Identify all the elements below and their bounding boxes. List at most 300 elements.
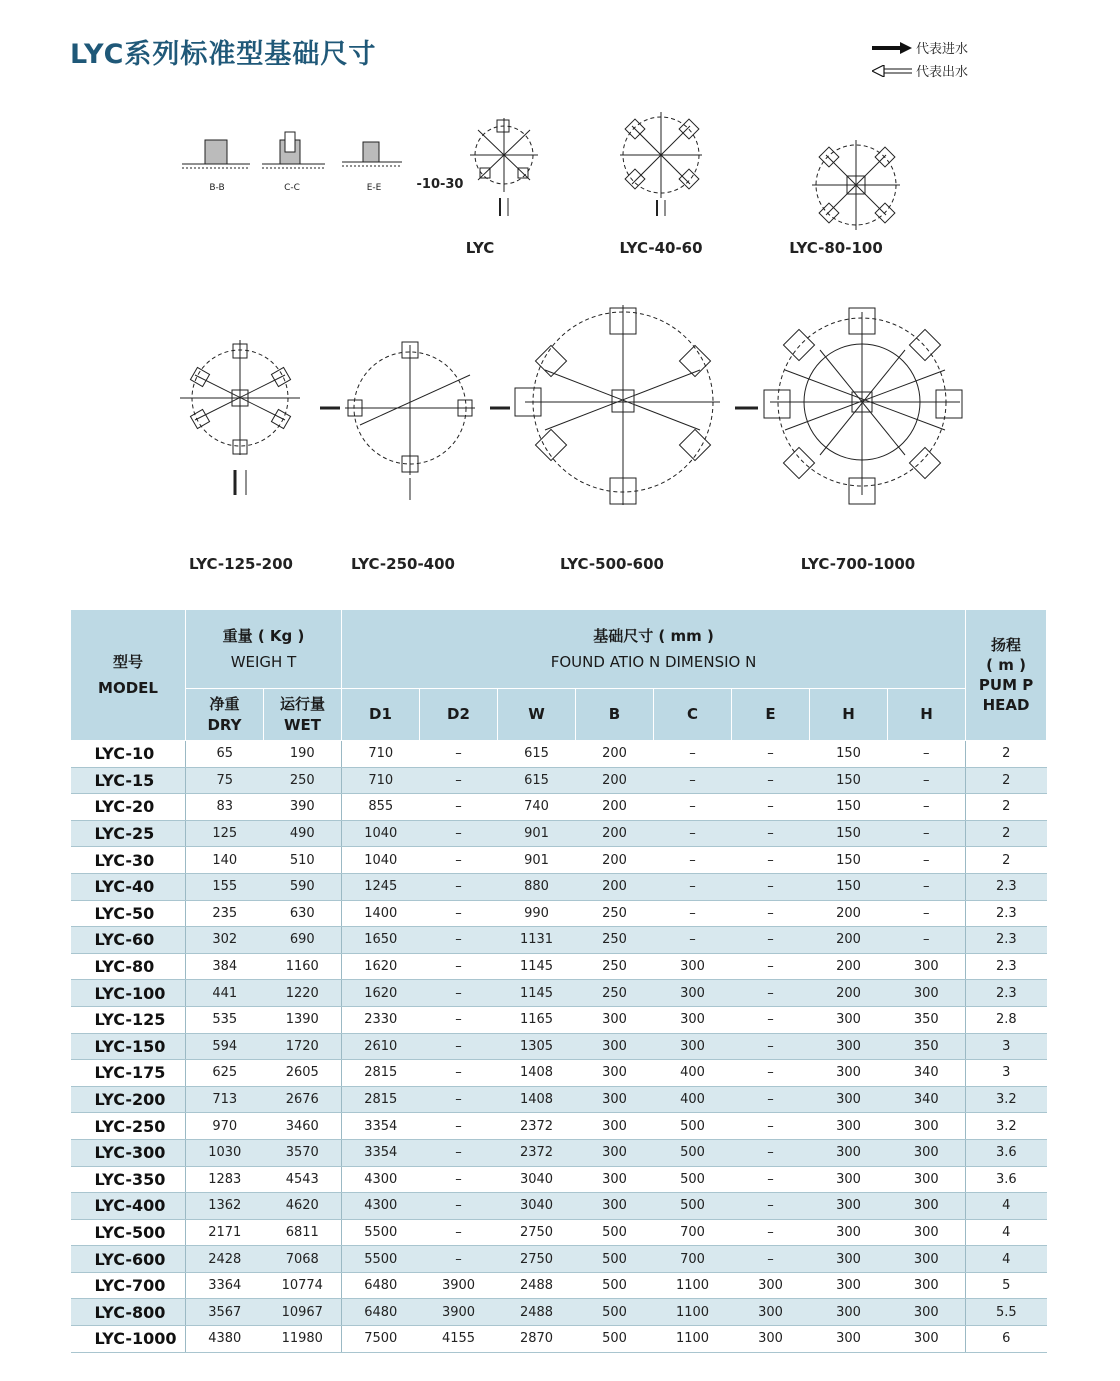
model-cell: LYC-500 [71, 1219, 186, 1246]
table-cell: 2.8 [966, 1006, 1047, 1033]
table-cell: 1100 [654, 1326, 732, 1353]
wet-header: 运行量 WET [264, 689, 342, 741]
table-row [71, 1299, 1047, 1326]
model-cell: LYC-80 [71, 953, 186, 980]
table-cell: 190 [264, 741, 342, 768]
table-cell: 490 [264, 820, 342, 847]
table-cell: 300 [810, 1006, 888, 1033]
table-cell: – [888, 927, 966, 954]
table-cell: – [732, 953, 810, 980]
table-cell: 500 [654, 1166, 732, 1193]
table-cell: 2.3 [966, 900, 1047, 927]
dim-header-h2: H [888, 689, 966, 741]
table-cell: 300 [576, 1166, 654, 1193]
table-cell: 3567 [186, 1299, 264, 1326]
table-cell: 250 [576, 980, 654, 1007]
table-cell: – [420, 794, 498, 821]
table-cell: – [732, 767, 810, 794]
section-bb-drawing [182, 140, 250, 168]
table-cell: – [420, 1006, 498, 1033]
model-cell: LYC-400 [71, 1193, 186, 1220]
lyc-125-200-plan-drawing [180, 340, 300, 495]
model-cell: LYC-175 [71, 1060, 186, 1087]
dim-header-h: H [810, 689, 888, 741]
model-cell: LYC-150 [71, 1033, 186, 1060]
table-cell: 1131 [498, 927, 576, 954]
lyc-plan-drawing [470, 118, 538, 216]
lyc-700-1000-plan-drawing [735, 308, 962, 504]
table-cell: 250 [576, 900, 654, 927]
table-cell: 300 [576, 1086, 654, 1113]
table-cell: 200 [810, 900, 888, 927]
lyc-500-600-label: LYC-500-600 [560, 555, 664, 573]
table-cell: – [654, 900, 732, 927]
table-cell: – [732, 1113, 810, 1140]
table-cell: 1145 [498, 980, 576, 1007]
table-cell: 5500 [342, 1246, 420, 1273]
dimension-table [70, 609, 1046, 1353]
model-cell: LYC-30 [71, 847, 186, 874]
table-cell: – [732, 927, 810, 954]
table-cell: 2 [966, 741, 1047, 768]
table-cell: 300 [810, 1246, 888, 1273]
table-cell: 901 [498, 820, 576, 847]
table-cell: 710 [342, 767, 420, 794]
lyc-500-600-plan-drawing [490, 305, 720, 505]
table-cell: 1390 [264, 1006, 342, 1033]
table-cell: 2610 [342, 1033, 420, 1060]
table-cell: 1408 [498, 1060, 576, 1087]
table-cell: – [888, 873, 966, 900]
table-cell: 140 [186, 847, 264, 874]
table-cell: 150 [810, 847, 888, 874]
lyc-700-1000-label: LYC-700-1000 [800, 555, 916, 573]
table-cell: 1030 [186, 1139, 264, 1166]
foundation-diagrams [0, 0, 1120, 600]
table-cell: 300 [810, 1060, 888, 1087]
table-cell: 2.3 [966, 980, 1047, 1007]
dim-header-e: E [732, 689, 810, 741]
model-cell: LYC-700 [71, 1272, 186, 1299]
table-cell: – [420, 1166, 498, 1193]
table-cell: 500 [576, 1326, 654, 1353]
model-cell: LYC-350 [71, 1166, 186, 1193]
table-cell: 300 [810, 1193, 888, 1220]
dim-header-w: W [498, 689, 576, 741]
table-cell: – [732, 820, 810, 847]
table-cell: 3 [966, 1060, 1047, 1087]
table-cell: 2676 [264, 1086, 342, 1113]
table-cell: 350 [888, 1033, 966, 1060]
table-cell: 1245 [342, 873, 420, 900]
table-cell: 200 [576, 794, 654, 821]
table-cell: 300 [810, 1272, 888, 1299]
legend-outlet-label: 代表出水 [916, 65, 969, 80]
table-cell: 250 [264, 767, 342, 794]
table-row [71, 900, 1047, 927]
table-cell: 590 [264, 873, 342, 900]
model-cell: LYC-125 [71, 1006, 186, 1033]
table-cell: 535 [186, 1006, 264, 1033]
table-cell: 615 [498, 741, 576, 768]
table-cell: 880 [498, 873, 576, 900]
model-cell: LYC-10 [71, 741, 186, 768]
table-cell: 150 [810, 767, 888, 794]
dim-header-c: C [654, 689, 732, 741]
table-cell: – [732, 900, 810, 927]
table-body [71, 741, 1047, 1353]
table-cell: 630 [264, 900, 342, 927]
table-cell: – [420, 1113, 498, 1140]
table-cell: – [888, 847, 966, 874]
table-cell: – [732, 873, 810, 900]
table-cell: 710 [342, 741, 420, 768]
table-cell: 1720 [264, 1033, 342, 1060]
section-cc-drawing [262, 132, 325, 168]
table-cell: 700 [654, 1246, 732, 1273]
table-cell: 300 [654, 1006, 732, 1033]
table-cell: 75 [186, 767, 264, 794]
foundation-header: 基础尺寸 ( mm ) FOUND ATIO N DIMENSIO N [342, 610, 966, 689]
table-cell: 200 [810, 927, 888, 954]
table-cell: – [888, 820, 966, 847]
table-cell: 6811 [264, 1219, 342, 1246]
table-cell: 150 [810, 820, 888, 847]
table-cell: 6 [966, 1326, 1047, 1353]
table-cell: – [654, 847, 732, 874]
table-cell: 400 [654, 1060, 732, 1087]
table-cell: 300 [888, 1193, 966, 1220]
table-cell: – [420, 741, 498, 768]
table-cell: 200 [576, 873, 654, 900]
table-cell: 300 [654, 1033, 732, 1060]
table-cell: – [654, 741, 732, 768]
table-cell: – [888, 741, 966, 768]
table-cell: 150 [810, 794, 888, 821]
table-cell: 500 [654, 1139, 732, 1166]
table-cell: 235 [186, 900, 264, 927]
table-cell: – [888, 900, 966, 927]
model-cell: LYC-300 [71, 1139, 186, 1166]
table-row [71, 1272, 1047, 1299]
table-cell: 2.3 [966, 953, 1047, 980]
table-cell: – [732, 741, 810, 768]
dim-header-d1: D1 [342, 689, 420, 741]
table-cell: – [420, 1219, 498, 1246]
table-cell: – [732, 1033, 810, 1060]
table-cell: 300 [576, 1193, 654, 1220]
model-cell: LYC-25 [71, 820, 186, 847]
table-cell: 1400 [342, 900, 420, 927]
table-cell: 3570 [264, 1139, 342, 1166]
table-cell: 200 [810, 980, 888, 1007]
table-cell: 300 [810, 1326, 888, 1353]
table-cell: 300 [888, 953, 966, 980]
table-cell: – [420, 953, 498, 980]
table-cell: – [420, 1139, 498, 1166]
table-cell: 300 [888, 1113, 966, 1140]
table-cell: 300 [810, 1166, 888, 1193]
table-cell: 3354 [342, 1113, 420, 1140]
table-cell: 4543 [264, 1166, 342, 1193]
table-cell: – [732, 1166, 810, 1193]
diagram-drawings [0, 0, 1120, 600]
table-row [71, 1219, 1047, 1246]
table-cell: 4300 [342, 1193, 420, 1220]
table-cell: 2 [966, 847, 1047, 874]
table-cell: 3.6 [966, 1166, 1047, 1193]
table-cell: 4 [966, 1193, 1047, 1220]
pump-head-header: 扬程 ( m ) PUM P HEAD [966, 610, 1047, 741]
table-cell: 7500 [342, 1326, 420, 1353]
table-cell: 1165 [498, 1006, 576, 1033]
table-cell: 300 [810, 1086, 888, 1113]
table-cell: 3040 [498, 1166, 576, 1193]
table-cell: 4155 [420, 1326, 498, 1353]
table-cell: 300 [810, 1219, 888, 1246]
table-cell: 155 [186, 873, 264, 900]
table-cell: 3460 [264, 1113, 342, 1140]
table-cell: – [654, 927, 732, 954]
table-cell: 2372 [498, 1139, 576, 1166]
table-cell: 300 [888, 1299, 966, 1326]
model-cell: LYC-600 [71, 1246, 186, 1273]
table-cell: 350 [888, 1006, 966, 1033]
model-cell: LYC-40 [71, 873, 186, 900]
table-cell: 300 [654, 980, 732, 1007]
table-cell: – [732, 1086, 810, 1113]
table-cell: 300 [732, 1299, 810, 1326]
dim-header-b: B [576, 689, 654, 741]
table-cell: 300 [888, 1272, 966, 1299]
table-cell: 300 [888, 1139, 966, 1166]
table-cell: 2.3 [966, 873, 1047, 900]
table-row [71, 1006, 1047, 1033]
table-cell: – [420, 820, 498, 847]
table-row [71, 820, 1047, 847]
table-row [71, 767, 1047, 794]
table-row [71, 847, 1047, 874]
table-cell: 2750 [498, 1246, 576, 1273]
table-cell: 300 [810, 1033, 888, 1060]
table-cell: 3900 [420, 1299, 498, 1326]
table-cell: 4380 [186, 1326, 264, 1353]
table-cell: 340 [888, 1086, 966, 1113]
table-cell: – [654, 794, 732, 821]
table-cell: 3900 [420, 1272, 498, 1299]
table-cell: – [732, 1139, 810, 1166]
lyc-250-400-plan-drawing [320, 342, 475, 500]
table-cell: 300 [888, 980, 966, 1007]
table-cell: – [420, 1193, 498, 1220]
table-cell: 300 [576, 1033, 654, 1060]
table-row [71, 1326, 1047, 1353]
table-cell: 740 [498, 794, 576, 821]
model-cell: LYC-800 [71, 1299, 186, 1326]
table-cell: 2 [966, 767, 1047, 794]
lyc-40-60-label: LYC-40-60 [619, 239, 703, 257]
table-cell: – [420, 927, 498, 954]
table-cell: 83 [186, 794, 264, 821]
model-cell: LYC-60 [71, 927, 186, 954]
table-cell: 300 [732, 1272, 810, 1299]
table-cell: 6480 [342, 1272, 420, 1299]
table-cell: 340 [888, 1060, 966, 1087]
table-cell: – [732, 1219, 810, 1246]
table-cell: 625 [186, 1060, 264, 1087]
table-row [71, 1113, 1047, 1140]
table-cell: 500 [654, 1113, 732, 1140]
dry-header: 净重 DRY [186, 689, 264, 741]
table-cell: 2815 [342, 1086, 420, 1113]
table-cell: – [420, 1060, 498, 1087]
lyc-125-200-label: LYC-125-200 [189, 555, 293, 573]
table-cell: 250 [576, 927, 654, 954]
table-cell: 2.3 [966, 927, 1047, 954]
table-cell: 1283 [186, 1166, 264, 1193]
table-row [71, 1060, 1047, 1087]
lyc-40-60-plan-drawing [620, 112, 702, 216]
table-cell: 1620 [342, 953, 420, 980]
table-cell: – [732, 1006, 810, 1033]
table-cell: 2488 [498, 1272, 576, 1299]
table-row [71, 1139, 1047, 1166]
table-cell: 300 [888, 1326, 966, 1353]
table-cell: 300 [888, 1219, 966, 1246]
table-cell: 384 [186, 953, 264, 980]
table-cell: 10967 [264, 1299, 342, 1326]
table-cell: 300 [576, 1139, 654, 1166]
dim-header-d2: D2 [420, 689, 498, 741]
table-cell: 990 [498, 900, 576, 927]
table-cell: 4 [966, 1219, 1047, 1246]
section-ee-drawing [342, 142, 402, 166]
table-cell: 250 [576, 953, 654, 980]
table-row [71, 1166, 1047, 1193]
table-row [71, 1193, 1047, 1220]
table-cell: 1408 [498, 1086, 576, 1113]
table-cell: 5 [966, 1272, 1047, 1299]
table-cell: – [420, 1086, 498, 1113]
table-cell: – [888, 767, 966, 794]
table-cell: 855 [342, 794, 420, 821]
table-cell: 510 [264, 847, 342, 874]
table-cell: 300 [576, 1006, 654, 1033]
model-cell: LYC-50 [71, 900, 186, 927]
table-cell: 300 [888, 1166, 966, 1193]
model-cell: LYC-1000 [71, 1326, 186, 1353]
weight-header: 重量 ( Kg ) WEIGH T [186, 610, 342, 689]
table-cell: 500 [576, 1272, 654, 1299]
table-cell: 2 [966, 820, 1047, 847]
table-row [71, 927, 1047, 954]
table-cell: 1100 [654, 1272, 732, 1299]
table-cell: 200 [576, 820, 654, 847]
table-cell: 300 [888, 1246, 966, 1273]
model-cell: LYC-100 [71, 980, 186, 1007]
table-cell: 2815 [342, 1060, 420, 1087]
table-row [71, 953, 1047, 980]
table-cell: 6480 [342, 1299, 420, 1326]
table-cell: 5.5 [966, 1299, 1047, 1326]
table-cell: 1040 [342, 820, 420, 847]
table-cell: 441 [186, 980, 264, 1007]
range-10-30-label: -10-30 [416, 177, 464, 192]
table-cell: 300 [654, 953, 732, 980]
table-cell: 4 [966, 1246, 1047, 1273]
table-cell: 200 [576, 847, 654, 874]
table-cell: 2605 [264, 1060, 342, 1087]
table-cell: 4620 [264, 1193, 342, 1220]
table-row [71, 794, 1047, 821]
table-cell: – [732, 1193, 810, 1220]
table-cell: 1305 [498, 1033, 576, 1060]
table-cell: 390 [264, 794, 342, 821]
lyc-label: LYC [465, 239, 495, 257]
table-cell: 901 [498, 847, 576, 874]
table-cell: 1040 [342, 847, 420, 874]
table-cell: 200 [810, 953, 888, 980]
table-cell: 2171 [186, 1219, 264, 1246]
table-cell: 300 [732, 1326, 810, 1353]
table-cell: 2750 [498, 1219, 576, 1246]
table-cell: – [654, 820, 732, 847]
table-cell: 300 [810, 1139, 888, 1166]
table-cell: – [420, 900, 498, 927]
table-cell: 200 [576, 767, 654, 794]
table-row [71, 1246, 1047, 1273]
table-row [71, 980, 1047, 1007]
table-cell: 2488 [498, 1299, 576, 1326]
table-cell: 302 [186, 927, 264, 954]
model-cell: LYC-20 [71, 794, 186, 821]
table-cell: 615 [498, 767, 576, 794]
lyc-80-100-label: LYC-80-100 [789, 239, 883, 257]
section-cc-label: C-C [284, 183, 300, 193]
table-cell: – [732, 847, 810, 874]
model-header: 型号 MODEL [71, 610, 186, 741]
table-cell: 11980 [264, 1326, 342, 1353]
table-cell: – [732, 1060, 810, 1087]
table-cell: 3 [966, 1033, 1047, 1060]
table-row [71, 1033, 1047, 1060]
table-cell: 4300 [342, 1166, 420, 1193]
table-cell: – [420, 1246, 498, 1273]
table-cell: 150 [810, 873, 888, 900]
table-cell: 65 [186, 741, 264, 768]
table-cell: 594 [186, 1033, 264, 1060]
table-cell: – [420, 767, 498, 794]
table-cell: – [420, 873, 498, 900]
table-cell: 1362 [186, 1193, 264, 1220]
lyc-250-400-label: LYC-250-400 [351, 555, 455, 573]
table-cell: 10774 [264, 1272, 342, 1299]
table-cell: 2428 [186, 1246, 264, 1273]
table-cell: 3.6 [966, 1139, 1047, 1166]
table-cell: – [420, 847, 498, 874]
table-cell: 5500 [342, 1219, 420, 1246]
table-cell: 150 [810, 741, 888, 768]
table-cell: 500 [654, 1193, 732, 1220]
table-cell: 2330 [342, 1006, 420, 1033]
table-cell: – [732, 980, 810, 1007]
table-cell: 300 [576, 1060, 654, 1087]
table-cell: 7068 [264, 1246, 342, 1273]
table-cell: 200 [576, 741, 654, 768]
table-cell: – [420, 980, 498, 1007]
table-cell: 300 [810, 1113, 888, 1140]
table-cell: 300 [576, 1113, 654, 1140]
